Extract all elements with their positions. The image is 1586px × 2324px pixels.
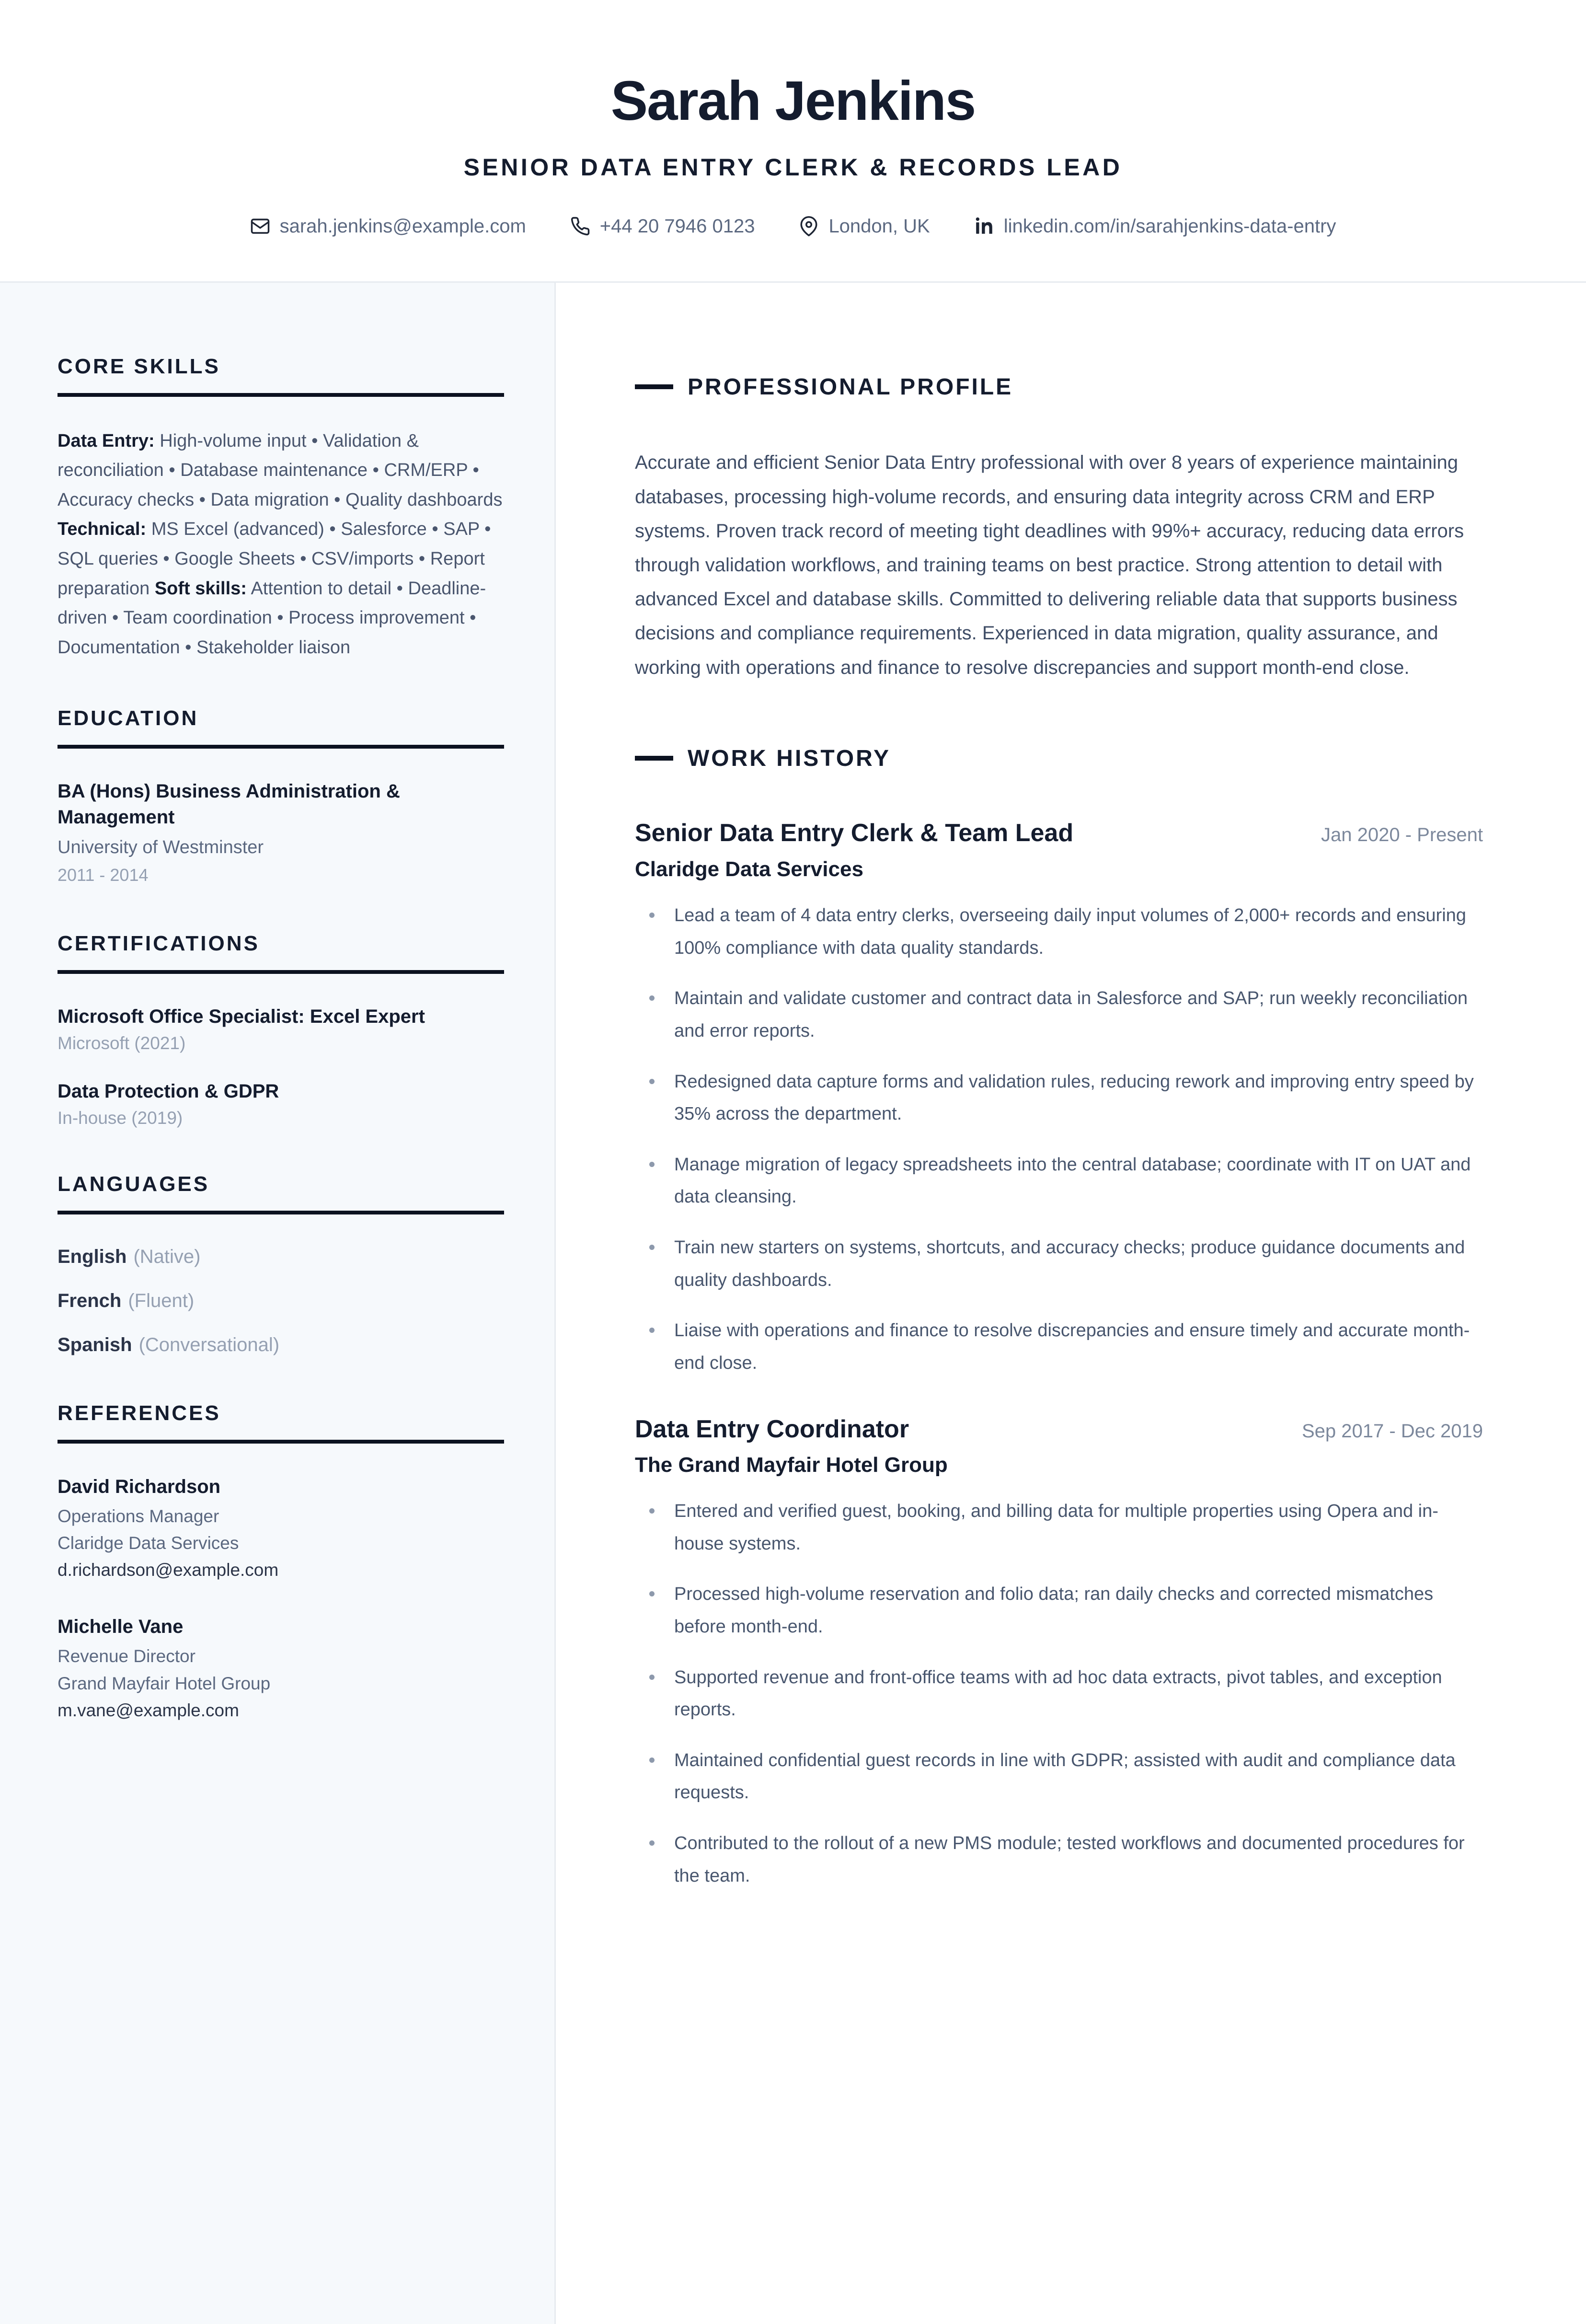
job-dates: Sep 2017 - Dec 2019 bbox=[1301, 1420, 1483, 1442]
education-entry bbox=[57, 778, 504, 888]
core-skills-heading: CORE SKILLS bbox=[57, 354, 220, 378]
core-skills-content bbox=[57, 427, 504, 662]
phone-icon bbox=[570, 216, 590, 236]
languages-heading: LANGUAGES bbox=[57, 1172, 210, 1196]
education-heading: EDUCATION bbox=[57, 706, 199, 730]
job-company: Claridge Data Services bbox=[635, 857, 863, 881]
job-title: Senior Data Entry Clerk & Team Lead bbox=[635, 819, 1074, 847]
reference-role: Revenue Director bbox=[57, 1646, 195, 1666]
references-heading: REFERENCES bbox=[57, 1401, 221, 1425]
language-level: (Native) bbox=[133, 1246, 201, 1267]
contact-linkedin-text: linkedin.com/in/sarahjenkins-data-entry bbox=[1003, 215, 1336, 237]
reference-role: Operations Manager bbox=[57, 1506, 219, 1526]
certification-name: Microsoft Office Specialist: Excel Expert bbox=[57, 1006, 425, 1027]
profile-heading: PROFESSIONAL PROFILE bbox=[688, 374, 1013, 400]
job-bullet: Entered and verified guest, booking, and billing data for multiple properties using Opera and in-house systems. bbox=[635, 1495, 1483, 1560]
section-divider bbox=[57, 393, 504, 397]
certification-item bbox=[57, 1004, 504, 1053]
skill-group-items: MS Excel (advanced) • Salesforce • SAP • SQL queries • Google Sheets • CSV/imports • Report preparation bbox=[57, 519, 491, 599]
skill-group-label: Technical: bbox=[57, 519, 147, 540]
reference-item bbox=[57, 1473, 504, 1584]
certification-item bbox=[57, 1078, 504, 1128]
certification-meta: Microsoft (2021) bbox=[57, 1033, 186, 1053]
section-divider bbox=[57, 745, 504, 749]
job-title: Data Entry Coordinator bbox=[635, 1415, 909, 1443]
dash-icon bbox=[635, 756, 673, 761]
job-bullet-list bbox=[635, 1495, 1483, 1892]
sidebar bbox=[0, 283, 556, 2324]
linkedin-icon bbox=[974, 216, 994, 236]
certification-meta: In-house (2019) bbox=[57, 1108, 183, 1128]
job-bullet-list bbox=[635, 900, 1483, 1380]
education-degree: BA (Hons) Business Administration & Management bbox=[57, 781, 400, 828]
page-title: Sarah Jenkins bbox=[610, 69, 976, 132]
section-certifications bbox=[57, 932, 504, 1128]
skill-group-label: Soft skills: bbox=[154, 578, 247, 599]
language-name: English bbox=[57, 1246, 127, 1267]
section-divider bbox=[57, 1211, 504, 1214]
professional-headline: SENIOR DATA ENTRY CLERK & RECORDS LEAD bbox=[463, 153, 1123, 181]
skill-group-label: Data Entry: bbox=[57, 430, 155, 451]
contact-phone[interactable] bbox=[570, 216, 755, 237]
contact-location-text: London, UK bbox=[828, 215, 930, 237]
envelope-icon bbox=[250, 216, 270, 236]
job-bullet: Maintain and validate customer and contract data in Salesforce and SAP; run weekly reconciliation and error reports. bbox=[635, 983, 1483, 1047]
dash-icon bbox=[635, 384, 673, 389]
certification-name: Data Protection & GDPR bbox=[57, 1080, 279, 1102]
work-history-heading-wrap bbox=[635, 726, 1483, 791]
section-references bbox=[57, 1401, 504, 1724]
contact-location bbox=[799, 216, 930, 237]
section-education bbox=[57, 706, 504, 888]
certifications-heading: CERTIFICATIONS bbox=[57, 931, 260, 955]
reference-name: David Richardson bbox=[57, 1476, 221, 1497]
education-school: University of Westminster bbox=[57, 837, 264, 858]
job-header bbox=[635, 1413, 1483, 1446]
job-bullet: Lead a team of 4 data entry clerks, overseeing daily input volumes of 2,000+ records and ensuring 100% compliance with data quality standards. bbox=[635, 900, 1483, 964]
profile-text: Accurate and efficient Senior Data Entry professional with over 8 years of experience maintaining databases, processing high-volume records, and ensuring data integrity across CRM and ERP systems. Proven track record of meeting tight deadlines with 99%+ accuracy, reducing data errors through validation workflows, and training teams on best practice. Strong attention to detail with advanced Excel and database skills. Committed to delivering reliable data that supports business decisions and compliance requirements. Experienced in data migration, quality assurance, and working with operations and finance to resolve discrepancies and support month-end close. bbox=[635, 452, 1464, 678]
reference-email[interactable]: d.richardson@example.com bbox=[57, 1560, 279, 1580]
job-bullet: Liaise with operations and finance to resolve discrepancies and ensure timely and accurate month-end close. bbox=[635, 1315, 1483, 1379]
job-dates: Jan 2020 - Present bbox=[1321, 824, 1483, 846]
language-item bbox=[57, 1332, 504, 1357]
section-divider bbox=[57, 1440, 504, 1444]
job-bullet: Redesigned data capture forms and validation rules, reducing rework and improving entry speed by 35% across the department. bbox=[635, 1066, 1483, 1131]
job-bullet: Supported revenue and front-office teams with ad hoc data extracts, pivot tables, and exception reports. bbox=[635, 1662, 1483, 1726]
reference-item bbox=[57, 1613, 504, 1724]
job-entry bbox=[635, 1413, 1483, 1893]
resume-header bbox=[0, 0, 1586, 283]
profile-heading-wrap bbox=[635, 355, 1483, 419]
contact-phone-text: +44 20 7946 0123 bbox=[599, 215, 755, 237]
resume-body bbox=[0, 283, 1586, 2324]
section-languages bbox=[57, 1172, 504, 1357]
work-history-heading: WORK HISTORY bbox=[688, 745, 891, 771]
main-content bbox=[556, 283, 1586, 2324]
education-dates: 2011 - 2014 bbox=[57, 865, 149, 885]
language-level: (Conversational) bbox=[138, 1334, 280, 1355]
location-pin-icon bbox=[799, 216, 819, 236]
language-name: Spanish bbox=[57, 1334, 132, 1355]
language-item bbox=[57, 1288, 504, 1313]
skill-group-items: High-volume input • Validation & reconciliation • Database maintenance • CRM/ERP • Accuracy checks • Data migration • Quality dashboards bbox=[57, 430, 503, 510]
job-bullet: Maintained confidential guest records in line with GDPR; assisted with audit and compliance data requests. bbox=[635, 1745, 1483, 1809]
section-professional-profile bbox=[635, 355, 1483, 685]
job-bullet: Manage migration of legacy spreadsheets into the central database; coordinate with IT on UAT and data cleansing. bbox=[635, 1149, 1483, 1214]
language-name: French bbox=[57, 1290, 122, 1311]
language-item bbox=[57, 1244, 504, 1269]
language-level: (Fluent) bbox=[128, 1290, 195, 1311]
job-entry bbox=[635, 817, 1483, 1379]
job-header bbox=[635, 817, 1483, 850]
skill-group-items: Attention to detail • Deadline-driven • Team coordination • Process improvement • Documentation • Stakeholder liaison bbox=[57, 578, 486, 658]
reference-email[interactable]: m.vane@example.com bbox=[57, 1700, 239, 1720]
job-bullet: Processed high-volume reservation and folio data; ran daily checks and corrected mismatches before month-end. bbox=[635, 1578, 1483, 1643]
section-work-history bbox=[635, 726, 1483, 1893]
contact-row bbox=[0, 216, 1586, 237]
job-company: The Grand Mayfair Hotel Group bbox=[635, 1453, 948, 1477]
job-bullet: Train new starters on systems, shortcuts, and accuracy checks; produce guidance documents and quality dashboards. bbox=[635, 1232, 1483, 1296]
reference-company: Grand Mayfair Hotel Group bbox=[57, 1673, 271, 1693]
reference-name: Michelle Vane bbox=[57, 1616, 184, 1638]
section-core-skills bbox=[57, 355, 504, 662]
job-bullet: Contributed to the rollout of a new PMS module; tested workflows and documented procedures for the team. bbox=[635, 1827, 1483, 1892]
contact-linkedin[interactable] bbox=[974, 216, 1336, 237]
contact-email[interactable] bbox=[250, 216, 526, 237]
reference-company: Claridge Data Services bbox=[57, 1533, 239, 1553]
section-divider bbox=[57, 970, 504, 974]
contact-email-text: sarah.jenkins@example.com bbox=[279, 215, 526, 237]
